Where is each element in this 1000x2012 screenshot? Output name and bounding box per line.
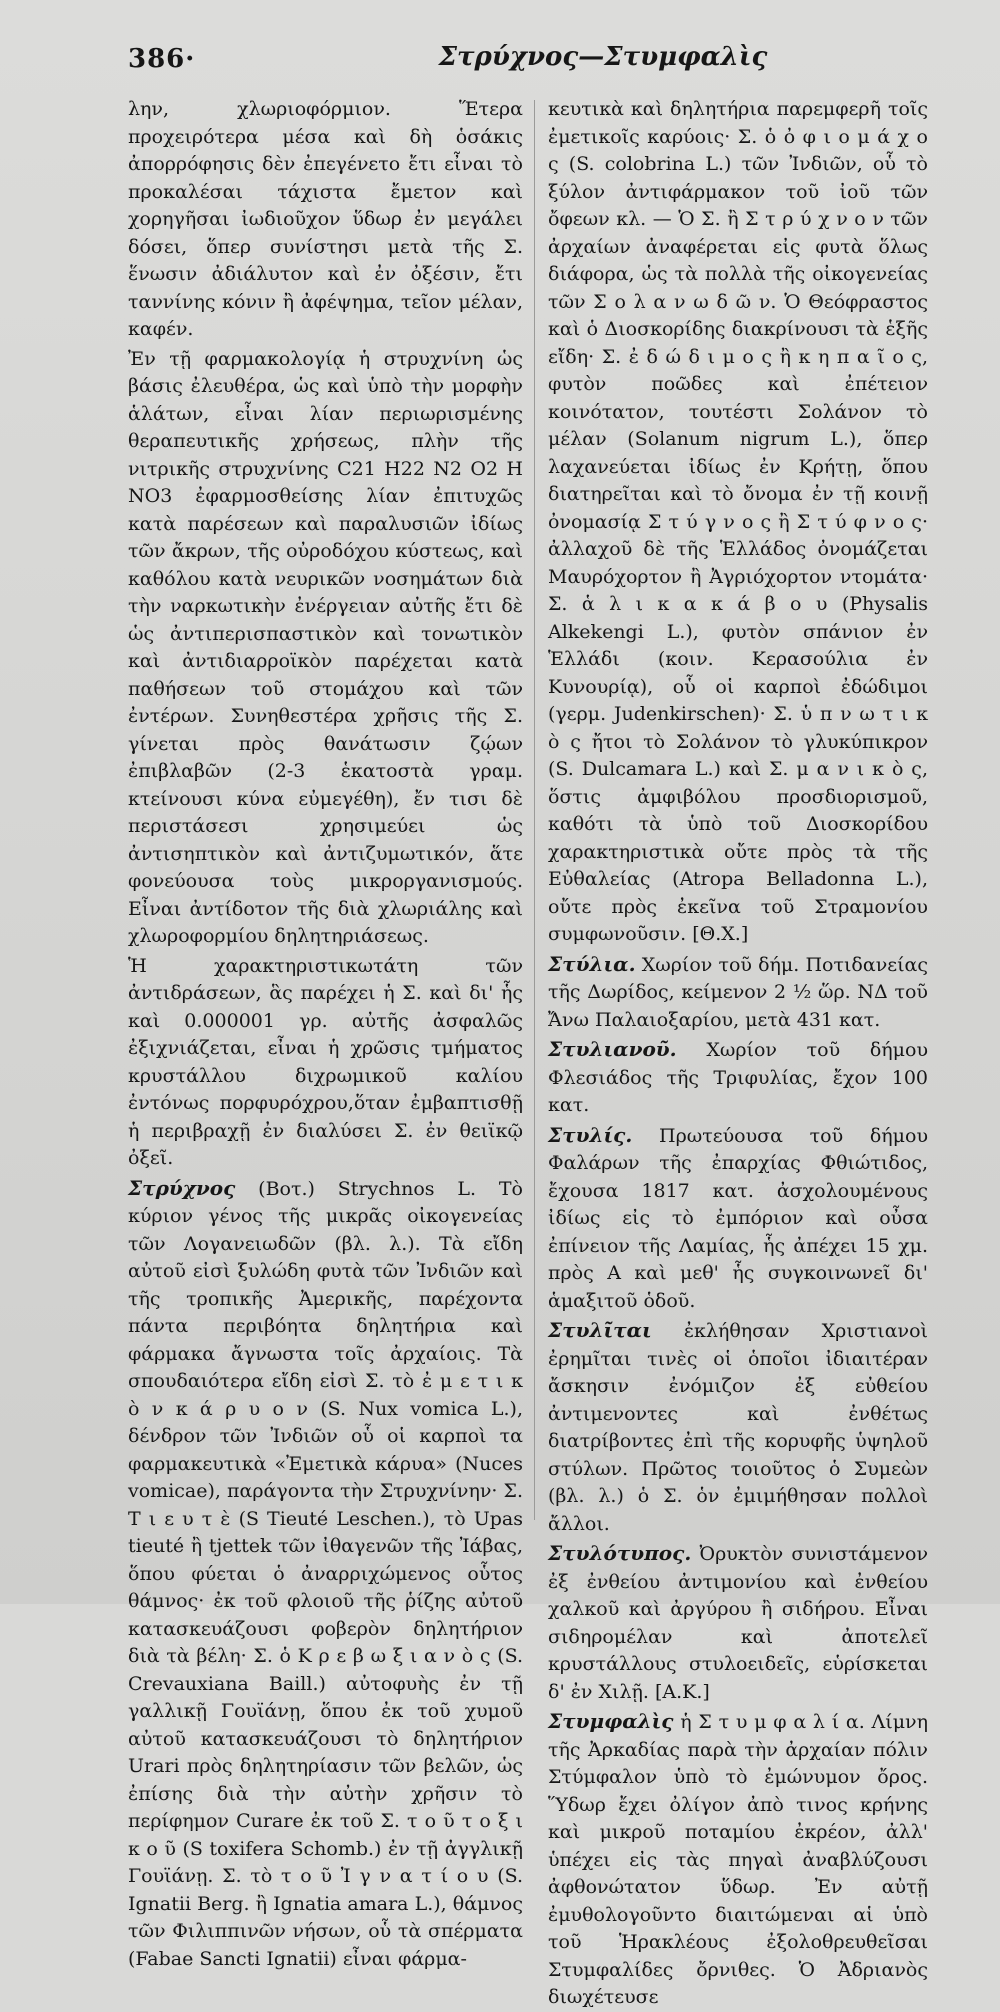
entry-headword: Στυλιανοῦ. bbox=[548, 1037, 677, 1061]
entry-text: ἡ Σ τ υ μ φ α λ ί α. Λίμνη τῆς Ἀρκαδίας παρὰ τὴν ἀρχαίαν πόλιν Στύμφαλον ὑπὸ τὸ ἐμώνυμον ὄρος. Ὕδωρ ἔχει ὀλίγον ἀπὸ τινος κρήνης καὶ μικροῦ ποταμίου ἐκρέον, ἀλλ' ὑπέχει εἰς τὰς πηγαὶ ἀναβλύζουσι ἀφθονώτατον ὕδωρ. Ἐν αὐτῇ ἐμυθολογοῦντο διαιτώμεναι αἱ ὑπὸ τοῦ Ἡρακλέους ἐξολοθρευθεῖσαι Στυμφαλίδες ὄρνιθες. Ὁ Ἀδριανὸς διωχέτευσε bbox=[548, 1711, 928, 2008]
entry-headword: Στυλότυπος. bbox=[548, 1541, 692, 1565]
dictionary-entry bbox=[548, 1036, 928, 1120]
paragraph: Ἐν τῇ φαρμακολογίᾳ ἡ στρυχνίνη ὡς βάσις ἐλευθέρα, ὡς καὶ ὑπὸ τὴν μορφὴν ἁλάτων, εἶναι λίαν περιωρισμένης θεραπευτικῆς χρήσεως, πλὴν τῆς νιτρικῆς στρυχνίνης C21 H22 N2 O2 H NO3 ἐφαρμοσθείσης λίαν ἐπιτυχῶς κατὰ παρέσεων καὶ παραλυσιῶν ἰδίως τῶν ἄκρων, τῆς οὐροδόχου κύστεως, καὶ καθόλου κατὰ νευρικῶν νοσημάτων διὰ τὴν ναρκωτικὴν ἐνέργειαν αὐτῆς ἔτι δὲ ὡς ἀντιπερισπαστικὸν καὶ τονωτικὸν καὶ ἀντιδιαρροϊκὸν παρέχεται κατὰ παθήσεων τοῦ στομάχου καὶ τῶν ἐντέρων. Συνηθεστέρα χρῆσις τῆς Σ. γίνεται πρὸς θανάτωσιν ζῴων ἐπιβλαβῶν (2-3 ἑκατοστὰ γραμ. κτείνουσι κύνα εὐμεγέθη), ἔν τισι δὲ περιστάσεσι χρησιμεύει ὡς ἀντισηπτικὸν καὶ ἀντιζυμωτικόν, ἅτε φονεύουσα τοὺς μικροργανισμούς. Εἶναι ἀντίδοτον τῆς διὰ χλωριάλης καὶ χλωροφορμίου δηλητηριάσεως. bbox=[128, 347, 523, 947]
left-column bbox=[128, 96, 523, 1973]
page-header bbox=[128, 44, 908, 80]
entry-headword: Στυμφαλὶς bbox=[548, 1709, 674, 1733]
right-column bbox=[548, 96, 928, 2012]
entry-text: (Βοτ.) Strychnos L. Τὸ κύριον γένος τῆς μικρᾶς οἰκογενείας τῶν Λογανειωδῶν (βλ. λ.). Τὰ εἴδη αὐτοῦ εἰσὶ ξυλώδη φυτὰ τῶν Ἰνδιῶν καὶ τῆς τροπικῆς Ἀμερικῆς, παρέχοντα πάντα περιβόητα δηλητήρια καὶ φάρμακα ἄγνωστα τοῖς ἀρχαίοις. Τὰ σπουδαιότερα εἴδη εἰσὶ Σ. τὸ ἐ μ ε τ ι κ ὸ ν κ ά ρ υ ο ν (S. Nux vomica L.), δένδρον τῶν Ἰνδιῶν οὗ οἱ καρποὶ τα φαρμακευτικὰ «Ἐμετικὰ κάρυα» (Nuces vomicae), παράγοντα τὴν Στρυχνίνην· Σ. Τ ι ε υ τ ὲ (S Tieuté Leschen.), τὸ Upas tieuté ἢ tjettek τῶν ἰθαγενῶν τῆς Ἰάβας, ὅπου φύεται ὁ ἀναρριχώμενος οὗτος θάμνος· ἐκ τοῦ φλοιοῦ τῆς ῥίζης αὐτοῦ κατασκευάζουσι φοβερὸν δηλητήριον διὰ τὰ βέλη· Σ. ὁ Κ ρ ε β ω ξ ι α ν ὸ ς (S. Crevauxiana Baill.) αὐτοφυὴς ἐν τῇ γαλλικῇ Γουϊάνῃ, ὅπου ἐκ τοῦ χυμοῦ αὐτοῦ κατασκευάζουσι τὸ δηλητήριον Urari πρὸς δηλητηρίασιν τῶν βελῶν, ὡς ἐπίσης διὰ τὴν αὐτὴν χρῆσιν τὸ περίφημον Curare ἐκ τοῦ Σ. τ ο ῦ τ ο ξ ι κ ο ῦ (S toxifera Schomb.) ἐν τῇ ἀγγλικῇ Γουϊάνῃ. Σ. τὸ τ ο ῦ Ἰ γ ν α τ ί ο υ (S. Ignatii Berg. ἢ Ignatia amara L.), θάμνος τῶν Φιλιππινῶν νήσων, οὗ τὰ σπέρματα (Fabae Sancti Ignatii) εἶναι φάρμα- bbox=[128, 1177, 523, 1970]
entry-text: ἐκλήθησαν Χριστιανοὶ ἐρημῖται τινὲς οἱ ὁποῖοι ἰδιαιτέραν ἄσκησιν ἐνόμιζον ἐξ εὐθείου ἀντιμενοντες καὶ ἐνθέτως διατρίβοντες ἐπὶ τῆς κορυφῆς ὑψηλοῦ στύλων. Πρῶτος τοιοῦτος ὁ Συμεὼν (βλ. λ.) ὁ Σ. ὁν ἐμιμήθησαν πολλοὶ ἄλλοι. bbox=[548, 1320, 928, 1535]
column-divider bbox=[534, 100, 535, 1520]
dictionary-entry bbox=[548, 1317, 928, 1538]
entry-headword: Στρύχνος bbox=[128, 1175, 236, 1200]
entry-text: Πρωτεύουσα τοῦ δήμου Φαλάρων τῆς ἐπαρχίας Φθιώτιδος, ἔχουσα 1817 κατ. ἀσχολουμένους ἰδίως εἰς τὸ ἐμπόριον καὶ οὖσα ἐπίνειον τῆς Λαμίας, ἧς ἀπέχει 15 χμ. πρὸς Α καὶ μεθ' ἧς συγκοινωνεῖ δι' ἁμαξιτοῦ ὁδοῦ. bbox=[548, 1124, 928, 1312]
entry-headword: Στυλίς. bbox=[548, 1122, 633, 1147]
paragraph: Ἡ χαρακτηριστικωτάτη τῶν ἀντιδράσεων, ἃς παρέχει ἡ Σ. καὶ δι' ἧς καὶ 0.000001 γρ. αὐτῆς ἀσφαλῶς ἐξιχνιάζεται, εἶναι ἡ χρῶσις τμήματος κρυστάλλου διχρωμικοῦ καλίου ἐντόνως πορφυρόχρου,ὅταν ἐμβαπτισθῇ ἡ περιβραχῇ ἐν διαλύσει Σ. ἐν θειϊκῷ ὀξεῖ. bbox=[128, 954, 523, 1169]
running-title: Στρύχνος—Στυμφαλὶς bbox=[438, 42, 768, 72]
paragraph: κευτικὰ καὶ δηλητήρια παρεμφερῆ τοῖς ἐμετικοῖς καρύοις· Σ. ὁ ὀ φ ι ο μ ά χ ο ς (S. colobrina L.) τῶν Ἰνδιῶν, οὗ τὸ ξύλον ἀντιφάρμακον τοῦ ἰοῦ τῶν ὄφεων κλ. — Ὁ Σ. ἢ Σ τ ρ ύ χ ν ο ν τῶν ἀρχαίων ἀναφέρεται εἰς φυτὰ ὅλως διάφορα, ὡς τὰ πολλὰ τῆς οἰκογενείας τῶν Σ ο λ α ν ω δ ῶ ν. Ὁ Θεόφραστος καὶ ὁ Διοσκορίδης διακρίνουσι τὰ ἑξῆς εἴδη· Σ. ἐ δ ώ δ ι μ ο ς ἢ κ η π α ῖ ο ς, φυτὸν ποῶδες καὶ ἐπέτειον κοινότατον, τουτέστι Σολάνον τὸ μέλαν (Solanum nigrum L.), ὅπερ λαχανεύεται ἰδίως ἐν Κρήτῃ, ὅπου διατηρεῖται καὶ τὸ ὄνομα ἐν τῇ κοινῇ ὀνομασίᾳ Σ τ ύ γ ν ο ς ἢ Σ τ ύ φ ν ο ς· ἀλλαχοῦ δὲ τῆς Ἑλλάδος ὀνομάζεται Μαυρόχορτον ἢ Ἀγριόχορτον ντομάτα· Σ. ἁ λ ι κ α κ ά β ο υ (Physalis Alkekengi L.), φυτὸν σπάνιον ἐν Ἑλλάδι (κοιν. Κερασούλια ἐν Κυνουρίᾳ), οὗ οἱ καρποὶ ἐδώδιμοι (γερμ. Judenkirschen)· Σ. ὑ π ν ω τ ι κ ὸ ς ἤτοι τὸ Σολάνον τὸ γλυκύπικρον (S. Dulcamara L.) καὶ Σ. μ α ν ι κ ὸ ς, ὅστις ἀμφιβόλου προσδιορισμοῦ, καθότι τὰ ὑπὸ τοῦ Διοσκορίδου χαρακτηριστικὰ οὔτε πρὸς τὰ τῆς Εὐθαλείας (Atropa Belladonna L.), οὔτε πρὸς ἐκεῖνα τοῦ Στραμονίου συμφωνοῦσιν. [Θ.Χ.] bbox=[548, 98, 928, 945]
entry-text: Χωρίον τοῦ δήμ. Ποτιδανείας τῆς Δωρίδος, κείμενον 2 ½ ὥρ. ΝΔ τοῦ Ἄνω Παλαιοξαρίου, μετὰ 431 κατ. bbox=[548, 953, 929, 1031]
dictionary-entry bbox=[548, 1122, 928, 1316]
entry-text: Ὀρυκτὸν συνιστάμενον ἐξ ἐνθείου ἀντιμονίου καὶ ἐνθείου χαλκοῦ καὶ ἀργύρου ἢ σιδήρου. Εἶναι σιδηρομέλαν καὶ ἀποτελεῖ κρυστάλλους στυλοειδεῖς, εὑρίσκεται δ' ἐν Χιλῇ. [Α.Κ.] bbox=[548, 1543, 928, 1703]
dictionary-entry bbox=[548, 951, 928, 1035]
paragraph: λην, χλωριοφόρμιον. Ἕτερα προχειρότερα μέσα καὶ δὴ ὁσάκις ἀπορρόφησις δὲν ἐπεγένετο ἔτι εἶναι τὸ προκαλέσαι τάχιστα ἔμετον καὶ χορηγῆσαι ἰωδιοῦχον ὕδωρ ἐν μεγάλει δόσει, ὅπερ συνίστησι μετὰ τῆς Σ. ἕνωσιν ἀδιάλυτον καὶ ἐν ὀξέσιν, ἔτι ταννίνης κόνιν ἢ ἀφέψημα, τεῖον μέλαν, καφέν. bbox=[128, 98, 523, 340]
dictionary-entry bbox=[128, 1175, 523, 1974]
dictionary-entry bbox=[548, 1540, 928, 1706]
entry-text: Χωρίον τοῦ δήμου Φλεσιάδος τῆς Τριφυλίας, ἔχον 100 κατ. bbox=[548, 1039, 928, 1116]
page-number: 386· bbox=[128, 44, 196, 74]
entry-headword: Στυλῖται bbox=[548, 1318, 652, 1342]
entry-headword: Στύλια. bbox=[548, 951, 636, 976]
dictionary-entry bbox=[548, 1708, 928, 2012]
